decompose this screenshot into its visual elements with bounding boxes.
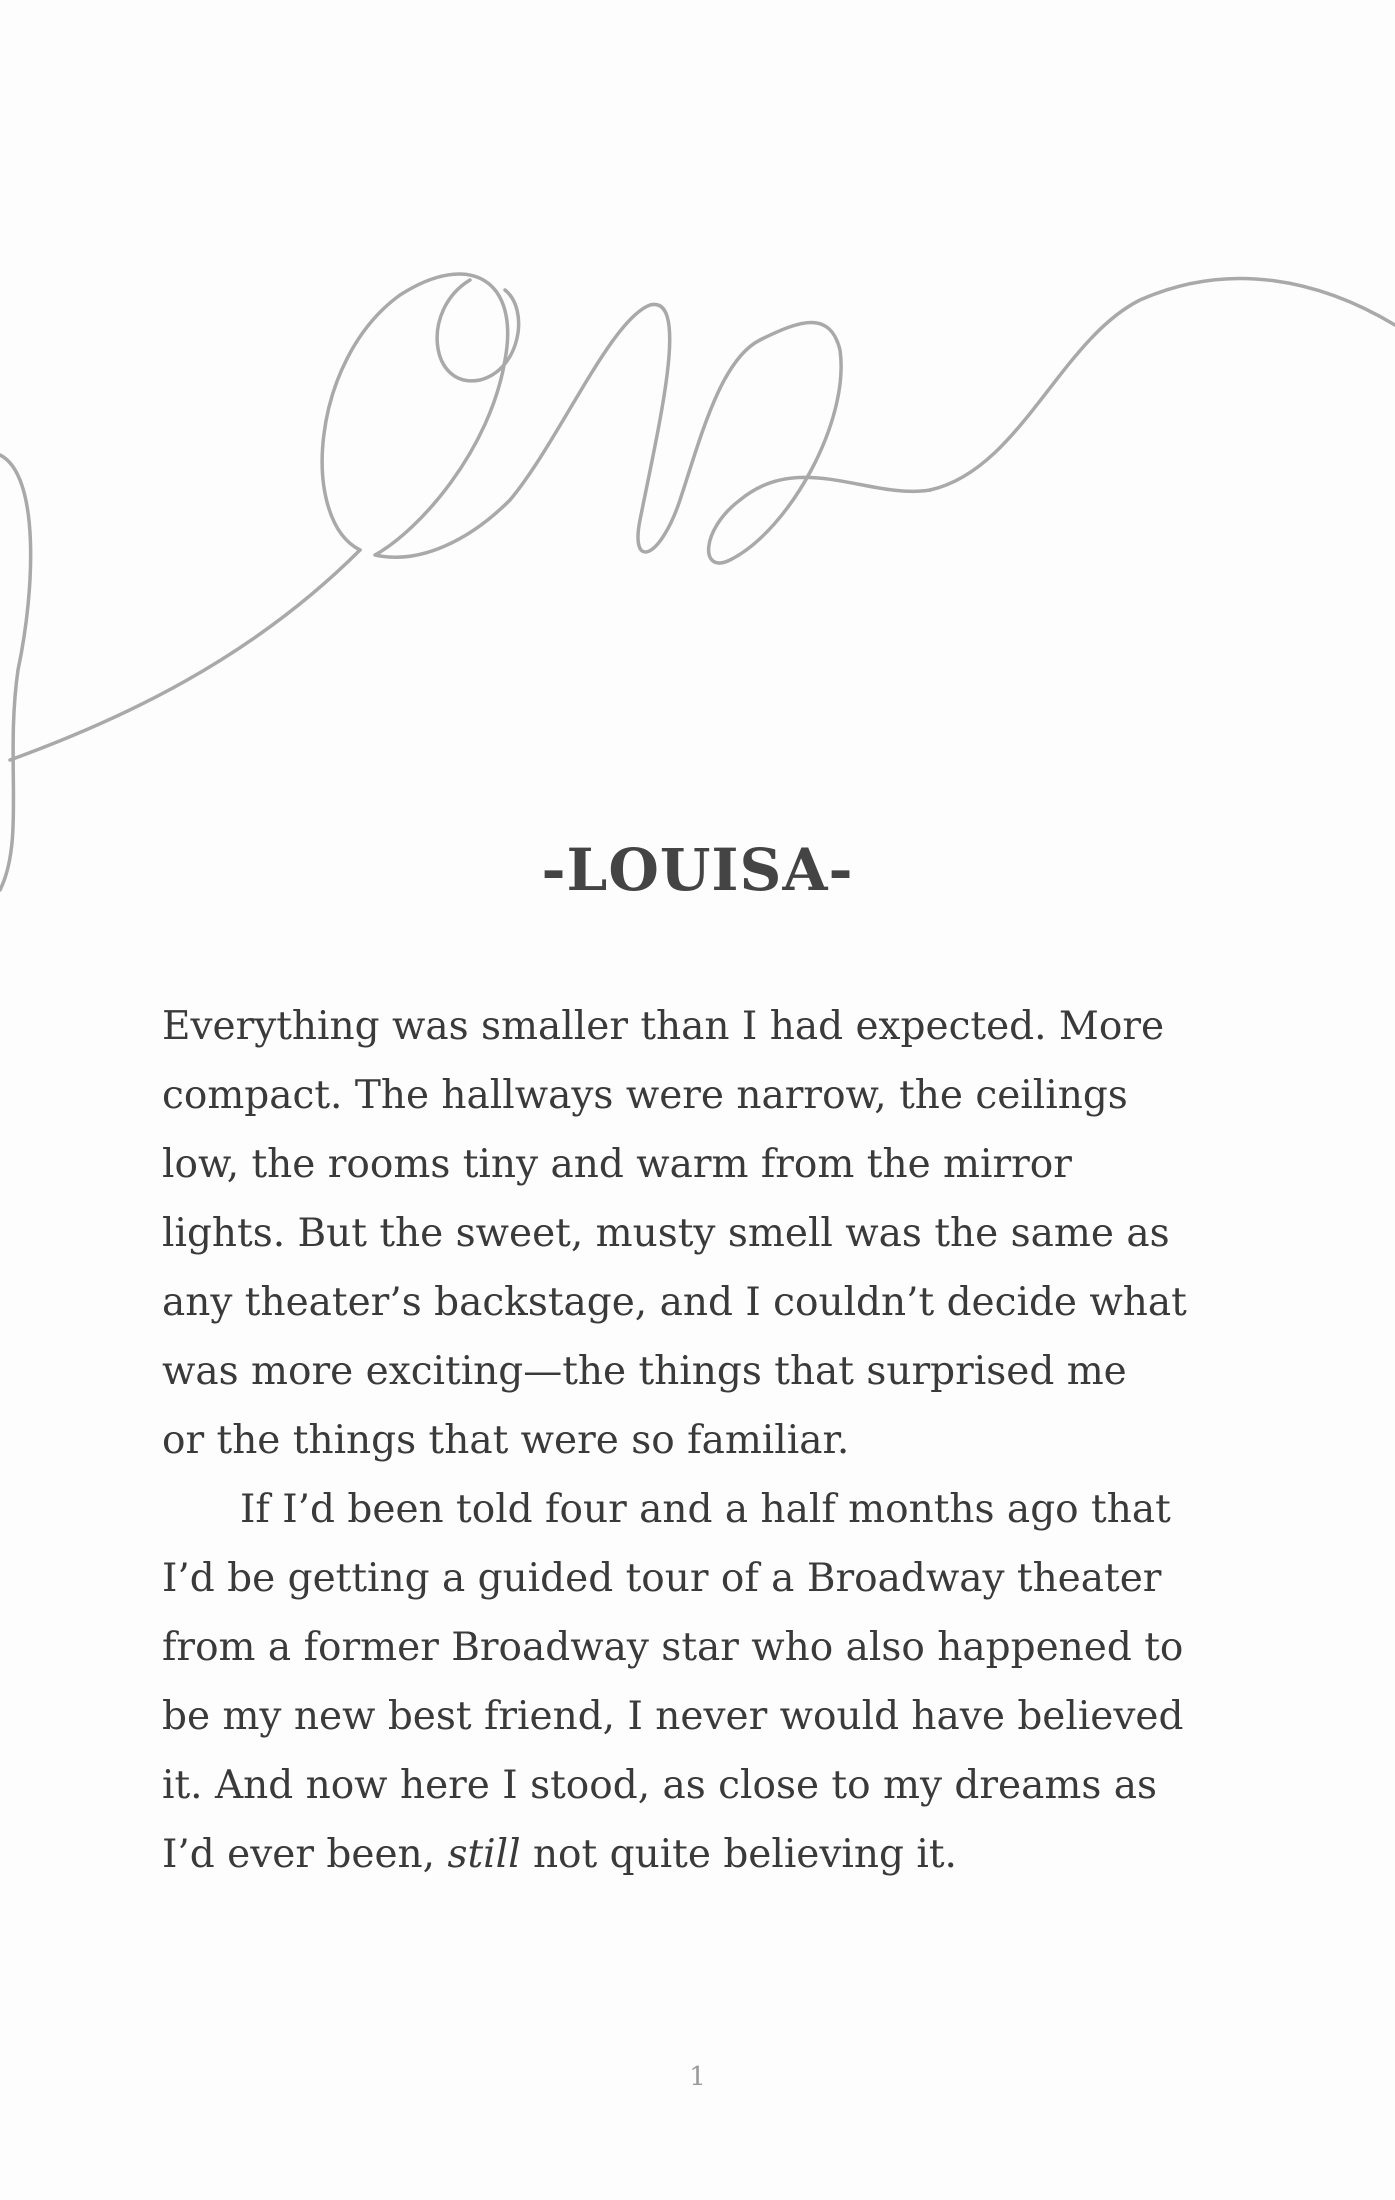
chapter-flourish-one (0, 200, 1395, 920)
text-line: it. And now here I stood, as close to my dreams as (162, 1763, 1157, 1808)
flourish-letter-o (322, 274, 510, 557)
text-line: from a former Broadway star who also happened to (162, 1625, 1184, 1670)
text-line: If I’d been told four and a half months ago that (240, 1487, 1171, 1532)
text-line: Everything was smaller than I had expected. More (162, 1004, 1165, 1049)
text-line: compact. The hallways were narrow, the ceilings (162, 1073, 1128, 1118)
chapter-body (162, 992, 1242, 1889)
flourish-letter-e (709, 323, 930, 563)
chapter-heading: -LOUISA- (541, 836, 854, 904)
flourish-left-loop (0, 455, 31, 890)
text-run: not quite believing it. (520, 1832, 957, 1877)
paragraph-1 (162, 992, 1242, 1475)
text-line: any theater’s backstage, and I couldn’t decide what (162, 1280, 1187, 1325)
flourish-lead-in (10, 550, 360, 760)
text-line: or the things that were so familiar. (162, 1418, 850, 1463)
flourish-tail (930, 278, 1395, 490)
paragraph-2 (162, 1475, 1242, 1889)
text-line: be my new best friend, I never would have believed (162, 1694, 1184, 1739)
text-line-last (162, 1820, 1242, 1889)
text-line: low, the rooms tiny and warm from the mirror (162, 1142, 1072, 1187)
page-number: 1 (689, 2062, 706, 2092)
text-line: I’d be getting a guided tour of a Broadway theater (162, 1556, 1162, 1601)
emphasized-word: still (447, 1832, 521, 1877)
text-line: lights. But the sweet, musty smell was the same as (162, 1211, 1170, 1256)
text-run: I’d ever been, (162, 1832, 448, 1877)
text-line: was more exciting—the things that surprised me (162, 1349, 1127, 1394)
